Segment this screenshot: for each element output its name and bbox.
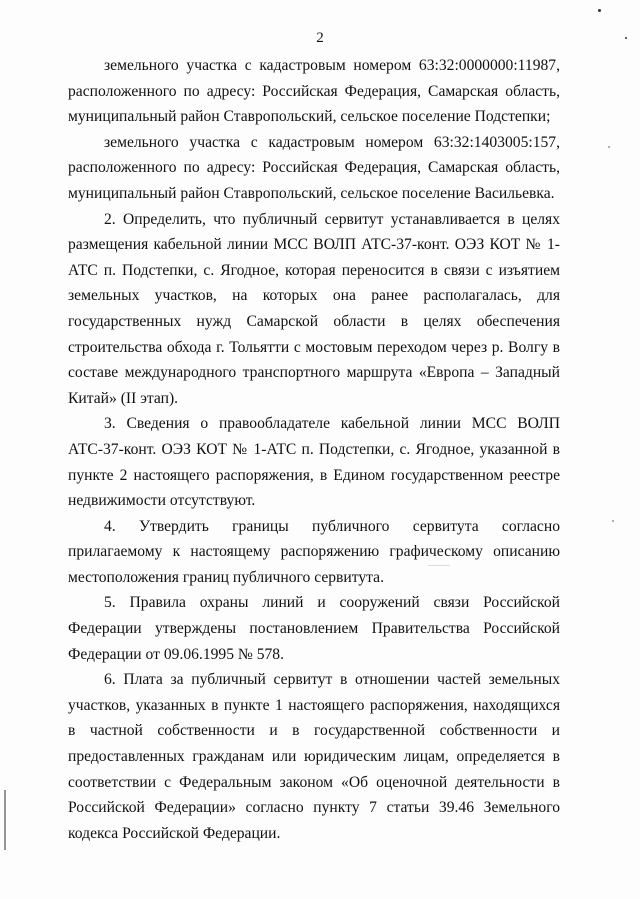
scan-edge-mark: [4, 790, 6, 850]
scan-speck: [625, 37, 627, 39]
paragraph-item-5-rules: 5. Правила охраны линий и сооружений связи Российской Федерации утверждены постановлением Правительства Российской Федерации от 09.06.1995 № 578.: [68, 594, 560, 663]
paragraph-item-2-purpose: 2. Определить, что публичный сервитут устанавливается в целях размещения кабельной линии МСС ВОЛП АТС-37-конт. ОЭЗ КОТ № 1-АТС п. Подстепки, с. Ягодное, которая переносится в связи с изъятием земельных участков, на которых она ранее располагалась, для государственных нужд Самарской области в целях обеспечения строительства обхода г. Тольятти с мостовым переходом через р. Волгу в составе международного транспортного маршрута «Европа – Западный Китай» (II этап).: [68, 210, 560, 407]
paragraph-parcel-vasilyevka: земельного участка с кадастровым номером 63:32:1403005:157, расположенного по адресу: Российская Федерация, Самарская область, муниципальный район Ставропольский, сельское поселение Васильевка.: [68, 133, 560, 202]
paragraph-item-4-boundaries: 4. Утвердить границы публичного сервитута согласно прилагаемому к настоящему распоряжению графическому описанию местоположения границ публичного сервитута.: [68, 517, 560, 586]
scan-speck: [598, 9, 601, 12]
paragraph-parcel-podstepki: земельного участка с кадастровым номером 63:32:0000000:11987, расположенного по адресу: Российская Федерация, Самарская область, муниципальный район Ставропольский, сельское поселение Подстепки;: [68, 57, 560, 126]
scan-speck: [612, 520, 614, 522]
paragraph-item-3-rightholder: 3. Сведения о правообладателе кабельной линии МСС ВОЛП АТС-37-конт. ОЭЗ КОТ № 1-АТС п. Подстепки, с. Ягодное, указанной в пункте 2 настоящего распоряжения, в Едином государственном реестре недвижимости отсутствуют.: [68, 415, 560, 510]
scan-smudge: [428, 565, 450, 566]
paragraph-item-6-payment: 6. Плата за публичный сервитут в отношении частей земельных участков, указанных в пункте 1 настоящего распоряжения, находящихся в частной собственности и в государственной собственности и предоставленных гражданам или юридическим лицам, определяется в соответствии с Федеральным законом «Об оценочной деятельности в Российской Федерации» согласно пункту 7 статьи 39.46 Земельного кодекса Российской Федерации.: [68, 671, 560, 842]
scan-speck: [608, 146, 610, 148]
page-number: 2: [316, 30, 324, 46]
document-body: [68, 53, 560, 846]
